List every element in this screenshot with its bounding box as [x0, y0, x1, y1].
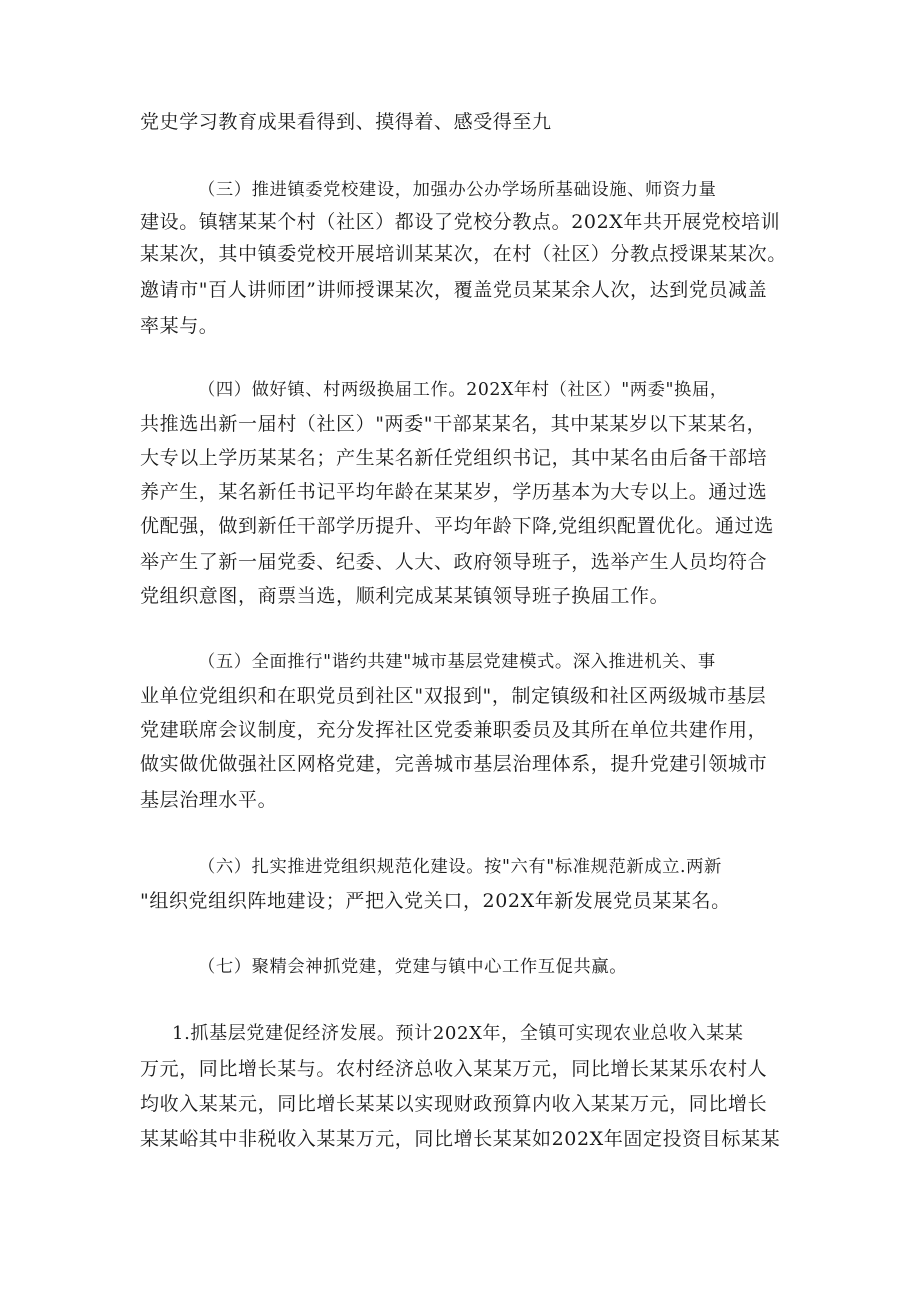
text-line: 率某与。 [140, 315, 219, 337]
text-line: 共推选出新一届村（社区）"两委"干部某某名，其中某某岁以下某某名， [140, 413, 767, 435]
text-line: （六）扎实推进党组织规范化建设。按"六有"标准规范新成立.两新 [198, 857, 722, 877]
text-line: 大专以上学历某某名；产生某名新任党组织书记，其中某名由后备干部培 [140, 447, 768, 469]
text-line: 优配强，做到新任干部学历提升、平均年龄下降,党组织配置优化。通过选 [140, 515, 774, 537]
text-line: （四）做好镇、村两级换届工作。202X年村（社区）"两委"换届， [198, 380, 728, 400]
text-line: 党组织意图，商票当选，顺利完成某某镇领导班子换届工作。 [140, 585, 670, 607]
text-line: 某某峪其中非税收入某某万元，同比增长某某如202X年固定投资目标某某 [140, 1128, 781, 1150]
text-line: 举产生了新一届党委、纪委、人大、政府领导班子，选举产生人员均符合 [140, 551, 768, 573]
text-line: 党建联席会议制度，充分发挥社区党委兼职委员及其所在单位共建作用， [140, 719, 768, 741]
text-line: （七）聚精会神抓党建，党建与镇中心工作互促共赢。 [198, 957, 628, 977]
text-line: 业单位党组织和在职党员到社区"双报到"，制定镇级和社区两级城市基层 [140, 685, 767, 707]
text-line: 万元，同比增长某与。农村经济总收入某某万元，同比增长某某乐农村人 [140, 1058, 768, 1080]
text-line: （五）全面推行"谐约共建"城市基层党建模式。深入推进机关、事 [198, 652, 716, 672]
text-line: 养产生，某名新任书记平均年龄在某某岁，学历基本为大专以上。通过选 [140, 481, 768, 503]
text-line: 基层治理水平。 [140, 789, 278, 811]
text-line: 邀请市"百人讲师团”讲师授课某次，覆盖党员某某余人次，达到党员减盖 [140, 279, 768, 301]
text-line: 党史学习教育成果看得到、摸得着、感受得至九 [140, 111, 552, 133]
text-line: 做实做优做强社区网格党建，完善城市基层治理体系，提升党建引领城市 [140, 753, 768, 775]
text-line: 1.抓基层党建促经济发展。预计202X年，全镇可实现农业总收入某某 [172, 1023, 744, 1044]
text-line: （三）推进镇委党校建设，加强办公办学场所基础设施、师资力量 [198, 180, 717, 200]
text-line: 均收入某某元，同比增长某某以实现财政预算内收入某某万元，同比增长 [140, 1093, 768, 1115]
text-line: 某某次，其中镇委党校开展培训某某次，在村（社区）分教点授课某某次。 [140, 243, 787, 265]
text-line: "组织党组织阵地建设；严把入党关口，202X年新发展党员某某名。 [140, 890, 731, 912]
text-line: 建设。镇辖某某个村（社区）都设了党校分教点。202X年共开展党校培训 [140, 211, 781, 233]
